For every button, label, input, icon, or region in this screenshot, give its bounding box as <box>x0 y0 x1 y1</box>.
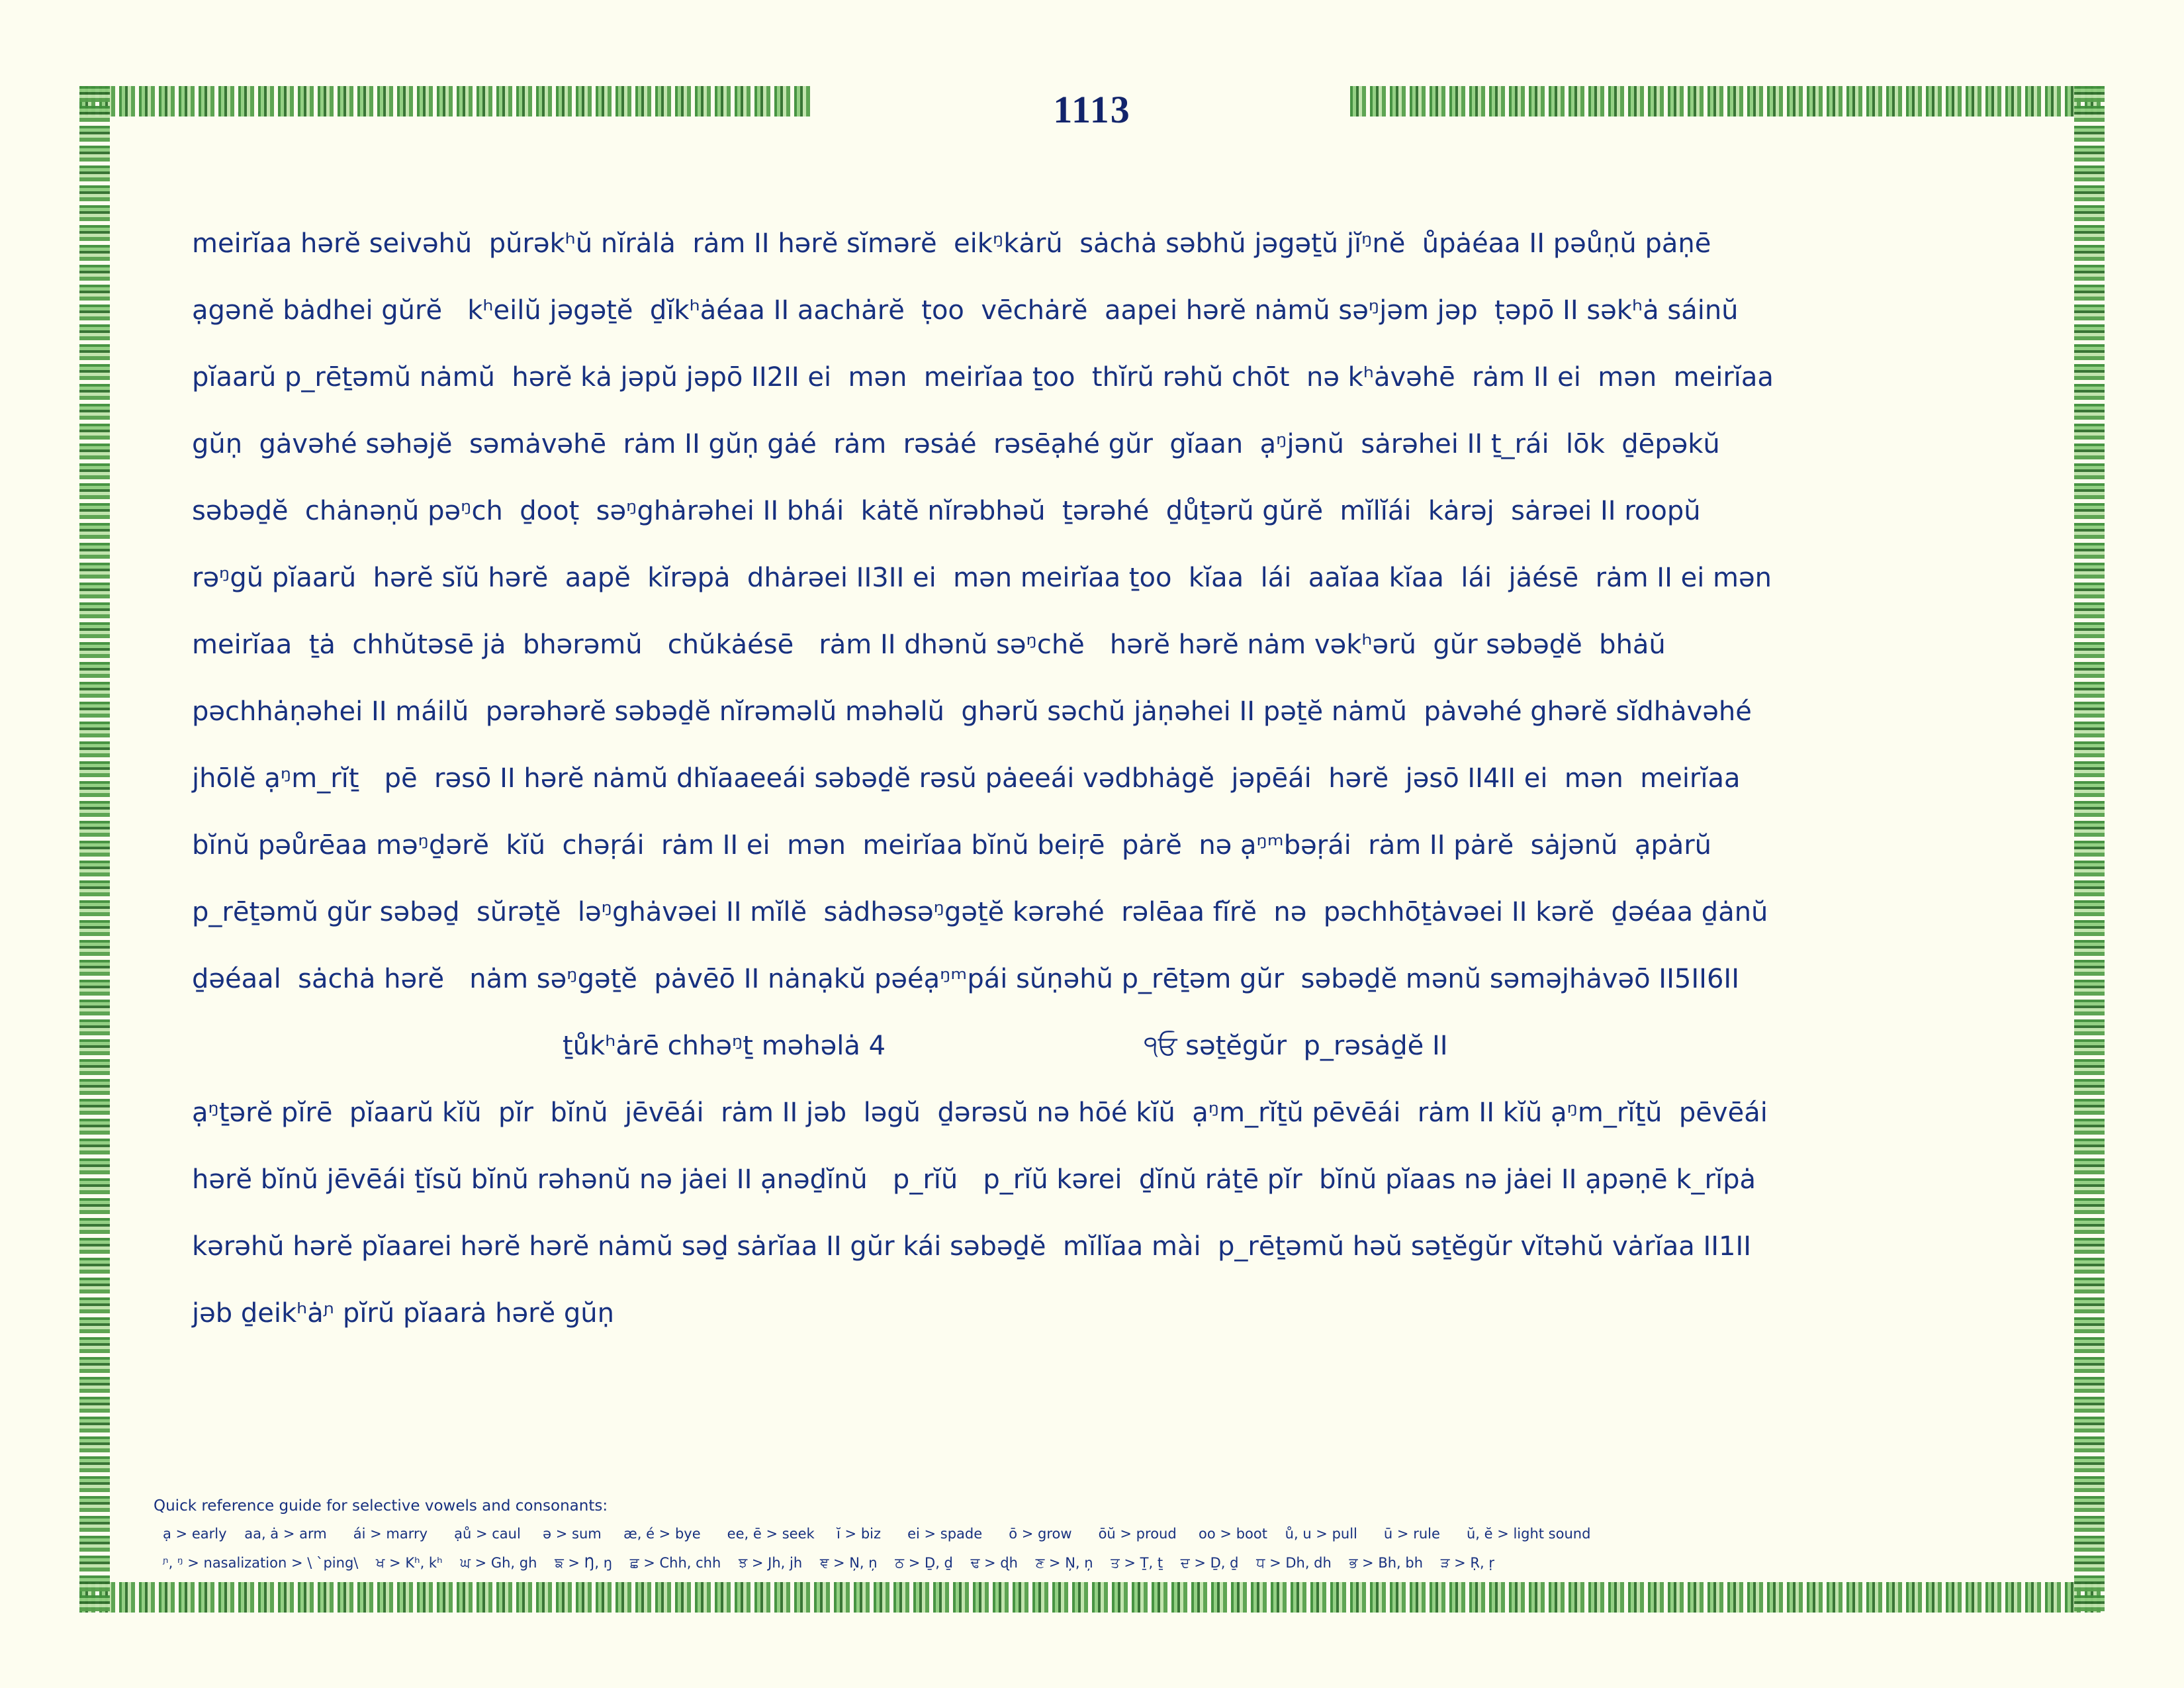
text-line: səbəḏĕ chȧnəṇŭ pəᵑch ḏooṭ səᵑghȧrəhei II bhái kȧtĕ nĭrəbhəŭ ṯərəhé ḏůṯərŭ gŭrĕ mĭlĭái kȧrəj sȧrəei II roopŭ <box>192 496 1701 526</box>
text-line: ạᵑṯərĕ pĭrē pĭaarŭ kĭŭ pĭr bĭnŭ jēvēái rȧm II jəb ləgŭ ḏərəsŭ nə hōé kĭŭ ạᵑm_rĭṯŭ pēvēái rȧm II kĭŭ ạᵑm_rĭṯŭ pēvēái <box>192 1098 1768 1128</box>
text-line: p_rēṯəmŭ gŭr səbəḏ sŭrəṯĕ ləᵑghȧvəei II mĭlĕ sȧdhəsəᵑgəṯĕ kərəhé rəlēaa fĭrĕ nə pəchhōṯȧvəei II kərĕ ḏəéaa ḏȧnŭ <box>192 897 1768 927</box>
page-number: 1113 <box>1053 88 1131 131</box>
quick-reference-title: Quick reference guide for selective vowels and consonants: <box>154 1497 608 1515</box>
text-line: jəb ḏeikʰȧᶮ pĭrŭ pĭaarȧ hərĕ gŭṇ <box>192 1298 614 1329</box>
text-line: kərəhŭ hərĕ pĭaarei hərĕ hərĕ nȧmŭ səḏ sȧrĭaa II gŭr kái səbəḏĕ mĭlĭaa mài p_rēṯəmŭ həŭ səṯĕgŭr vĭtəhŭ vȧrĭaa II1II <box>192 1231 1752 1262</box>
text-line: jhōlĕ ạᵑm_rĭṯ pē rəsō II hərĕ nȧmŭ dhĭaaeeái səbəḏĕ rəsŭ pȧeeái vədbhȧgĕ jəpēái hərĕ jəsō II4II ei mən meirĭaa <box>192 763 1741 794</box>
text-line: ạgənĕ bȧdhei gŭrĕ kʰeilŭ jəgəṯĕ ḏĭkʰȧéaa II aachȧrĕ ṭoo vēchȧrĕ aapei hərĕ nȧmŭ səᵑjəm jəp ṭəpō II səkʰȧ sáinŭ <box>192 295 1739 326</box>
text-line: meirĭaa hərĕ seivəhŭ pŭrəkʰŭ nĭrȧlȧ rȧm II hərĕ sĭmərĕ eikᵑkȧrŭ sȧchȧ səbhŭ jəgəṯŭ jĭᵑnĕ ůpȧéaa II pəůṇŭ pȧṇē <box>192 228 1711 259</box>
border-ornament-bottom <box>79 1582 2105 1613</box>
text-line: rəᵑgŭ pĭaarŭ hərĕ sĭŭ hərĕ aapĕ kĭrəpȧ dhȧrəei II3II ei mən meirĭaa ṯoo kĭaa lái aaĭaa kĭaa lái jȧésē rȧm II ei mən <box>192 563 1772 593</box>
text-line: meirĭaa ṯȧ chhŭtəsē jȧ bhərəmŭ chŭkȧésē rȧm II dhənŭ səᵑchĕ hərĕ hərĕ nȧm vəkʰərŭ gŭr səbəḏĕ bhȧŭ <box>192 630 1666 660</box>
quick-reference-vowels-row: ạ > early aa, ȧ > arm ái > marry ạů > caul ə > sum æ, é > bye ee, ē > seek ĭ > biz ei > spade ō > grow ōŭ > proud oo > boot ů, u > pull ū > rule ŭ, ĕ > light sound <box>163 1526 1591 1542</box>
ik-onkar-symbol: ੧ਓ <box>1144 1031 1177 1061</box>
scripture-text-body <box>192 211 2005 1347</box>
text-line: hərĕ bĭnŭ jēvēái ṯĭsŭ bĭnŭ rəhənŭ nə jȧei II ạnəḏĭnŭ p_rĭŭ p_rĭŭ kərei ḏĭnŭ rȧṯē pĭr bĭnŭ pĭaas nə jȧei II ạpəṇē k_rĭpȧ <box>192 1164 1756 1195</box>
text-line: gŭṇ gȧvəhé səhəjĕ səmȧvəhē rȧm II gŭṇ gȧé rȧm rəsȧé rəsēạhé gŭr gĭaan ạᵑjənŭ sȧrəhei II ṯ_rái lōk ḏēpəkŭ <box>192 429 1720 459</box>
border-ornament-right <box>2074 86 2105 1613</box>
text-line: pəchhȧṇəhei II máilŭ pərəhərĕ səbəḏĕ nĭrəməlŭ məhəlŭ ghərŭ səchŭ jȧṇəhei II pəṯĕ nȧmŭ pȧvəhé ghərĕ sĭdhȧvəhé <box>192 696 1752 727</box>
mool-mantar-text: səṯĕgŭr p_rəsȧḏĕ II <box>1185 1031 1448 1061</box>
quick-reference-consonants-row: ᶮ, ᵑ > nasalization > \ ˋping\ ਖ > Kʰ, kʰ ਘ > Gh, gh ਙ > Ŋ, ŋ ਛ > Chh, chh ਝ > Jh, jh ਞ > Ņ, ņ ਠ > Ḏ, ḏ ਢ > ɖh ਣ > Ņ, ņ ਤ > Ṯ, ṯ ਦ > Ḏ, ḏ ਧ > Dh, dh ਭ > Bh, bh ੜ > Ṛ, ṛ <box>163 1554 1494 1571</box>
mool-mantar-line <box>1144 1013 1448 1080</box>
section-heading-line <box>192 1013 2005 1080</box>
border-ornament-left <box>79 86 110 1613</box>
text-line: ḏəéaal sȧchȧ hərĕ nȧm səᵑgəṯĕ pȧvēō II nȧnạkŭ pəéạᵑᵐpái sŭṇəhŭ p_rēṯəm gŭr səbəḏĕ mənŭ səməjhȧvəō II5II6II <box>192 964 1739 994</box>
text-line: bĭnŭ pəůrēaa məᵑḏərĕ kĭŭ chəṛái rȧm II ei mən meirĭaa bĭnŭ beiṛē pȧrĕ nə ạᵑᵐbəṛái rȧm II pȧrĕ sȧjənŭ ạpȧrŭ <box>192 830 1712 861</box>
section-heading-title: ṯůkʰȧrē chhəᵑṯ məhəlȧ 4 <box>563 1031 886 1061</box>
text-line: pĭaarŭ p_rēṯəmŭ nȧmŭ hərĕ kȧ jəpŭ jəpō II2II ei mən meirĭaa ṯoo thĭrŭ rəhŭ chōt nə kʰȧvəhē rȧm II ei mən meirĭaa <box>192 362 1774 393</box>
quick-reference-guide <box>154 1497 2073 1581</box>
